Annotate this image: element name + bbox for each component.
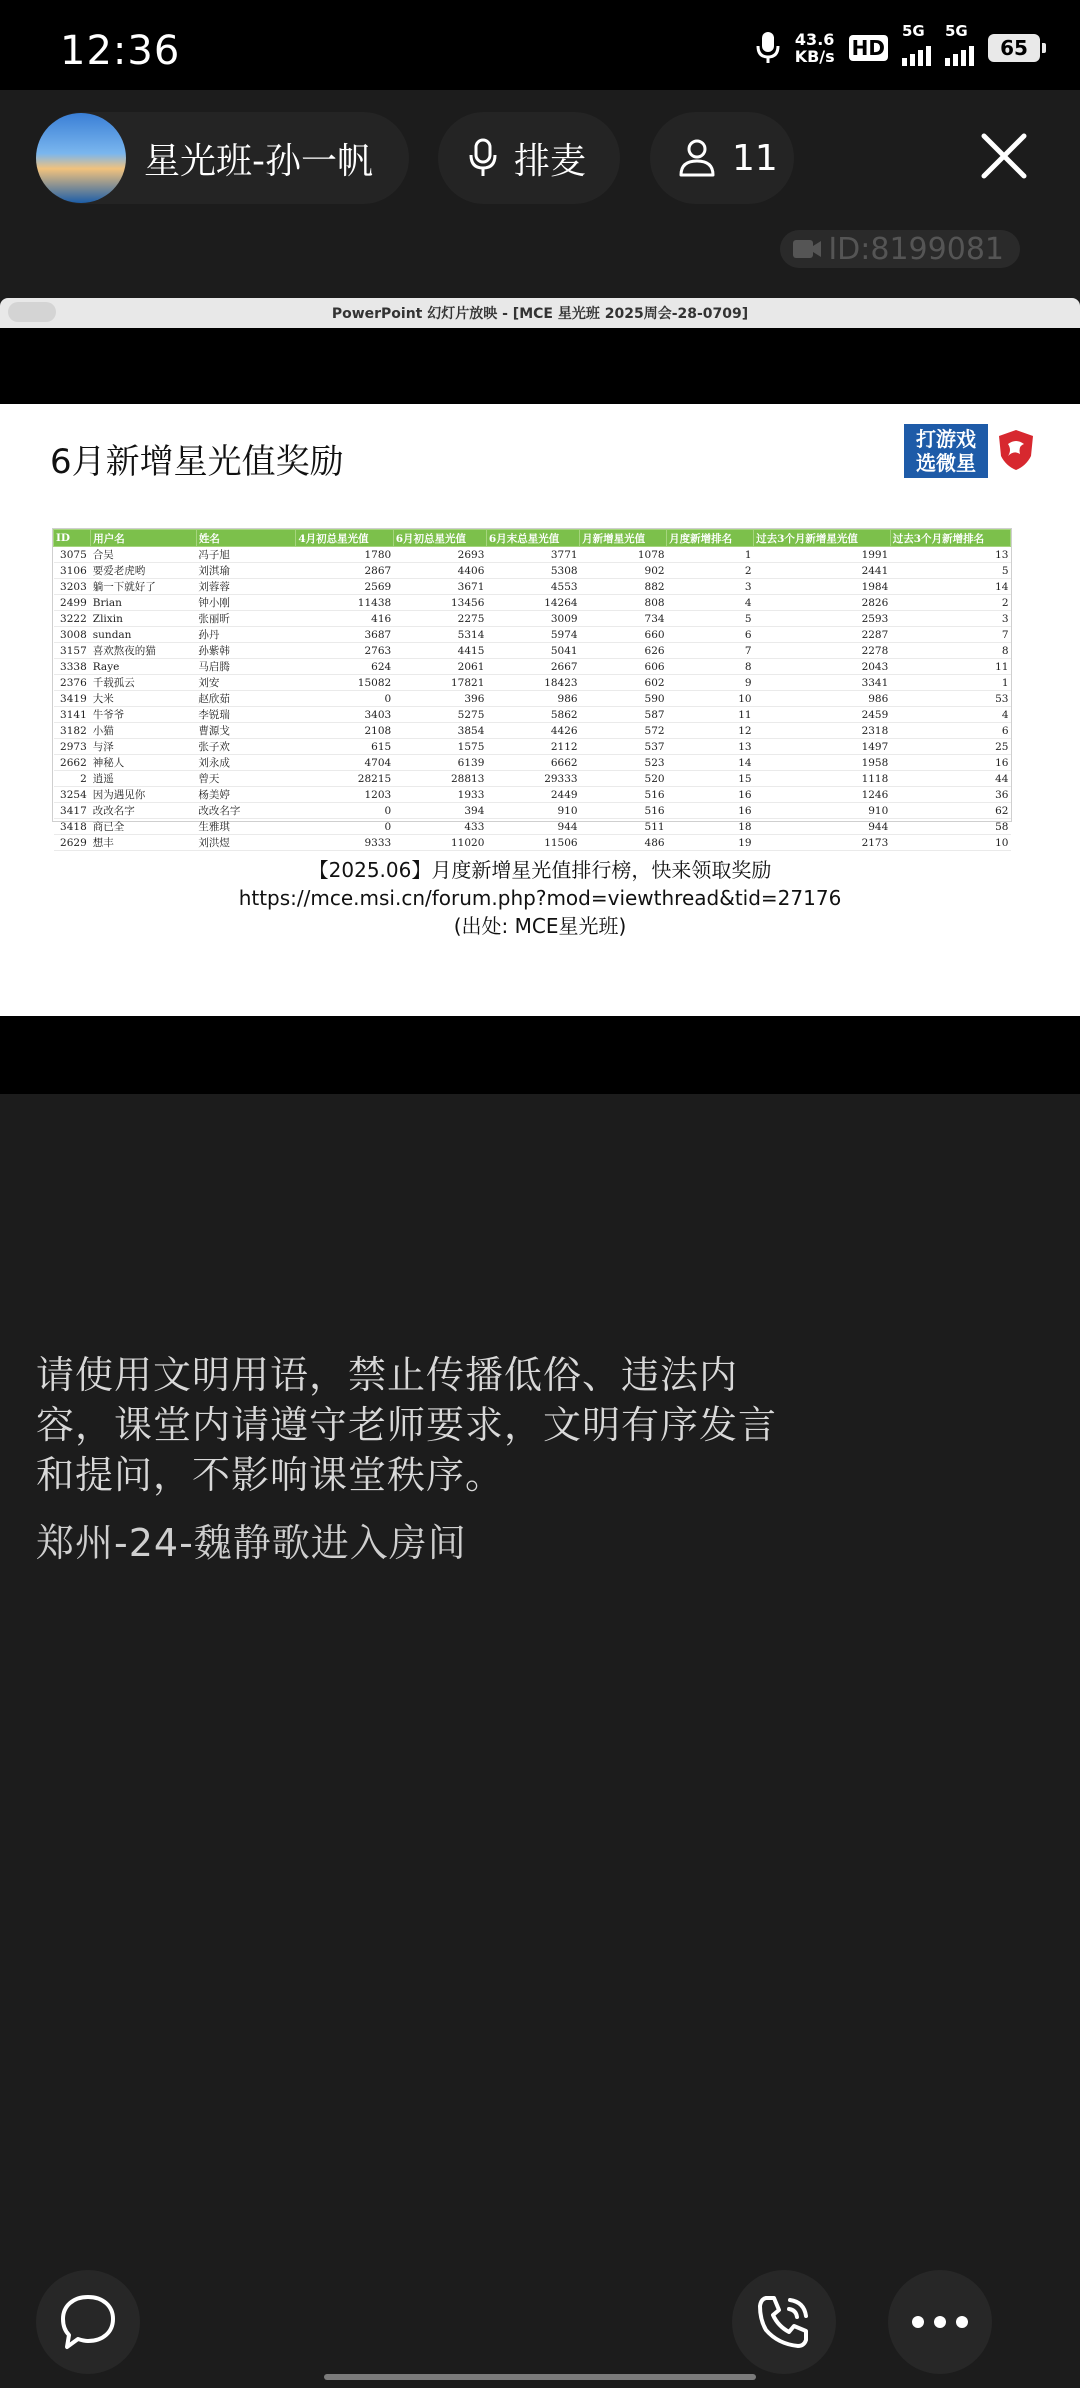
slide-caption	[0, 856, 1080, 940]
table-cell: 改改名字	[91, 803, 197, 819]
shared-slide	[0, 404, 1080, 1016]
ranking-table	[53, 529, 1011, 851]
more-button[interactable]	[888, 2270, 992, 2374]
table-column-header: 姓名	[196, 530, 295, 547]
table-cell: 躺一下就好了	[91, 579, 197, 595]
caption-link[interactable]: https://mce.msi.cn/forum.php?mod=viewthread&tid=27176	[238, 886, 842, 910]
table-cell: 394	[393, 803, 486, 819]
table-cell: 58	[890, 819, 1010, 835]
table-cell: 11020	[393, 835, 486, 851]
table-cell: 986	[486, 691, 579, 707]
sim1-label: 5G	[902, 22, 925, 40]
table-cell: 14	[667, 755, 754, 771]
table-cell: 2459	[754, 707, 891, 723]
phone-call-icon	[752, 2290, 816, 2354]
table-cell: 孙丹	[196, 627, 295, 643]
caption-source: (出处: MCE星光班)	[453, 914, 627, 938]
table-cell: 1246	[754, 787, 891, 803]
table-cell: 25	[890, 739, 1010, 755]
msi-dragon-shield-icon	[996, 428, 1036, 472]
table-cell: 1497	[754, 739, 891, 755]
table-cell: 1	[890, 675, 1010, 691]
table-cell: 2043	[754, 659, 891, 675]
table-cell: 520	[580, 771, 667, 787]
table-cell: 15	[667, 771, 754, 787]
table-cell: 1958	[754, 755, 891, 771]
table-cell: 7	[667, 643, 754, 659]
table-cell: 2278	[754, 643, 891, 659]
table-cell: 44	[890, 771, 1010, 787]
table-cell: 13	[890, 547, 1010, 563]
table-cell: 516	[580, 803, 667, 819]
table-cell: 3009	[486, 611, 579, 627]
table-column-header: 用户名	[91, 530, 197, 547]
home-indicator[interactable]	[324, 2374, 756, 2380]
net-speed	[795, 31, 835, 65]
table-cell: 944	[754, 819, 891, 835]
table-column-header: 月度新增排名	[667, 530, 754, 547]
table-row	[54, 579, 1011, 595]
table-cell: 11	[890, 659, 1010, 675]
table-column-header: 6月末总星光值	[486, 530, 579, 547]
table-column-header: 6月初总星光值	[393, 530, 486, 547]
table-cell: 944	[486, 819, 579, 835]
table-cell: 2061	[393, 659, 486, 675]
net-speed-unit: KB/s	[794, 47, 835, 66]
table-cell: 516	[580, 787, 667, 803]
table-column-header: 过去3个月新增星光值	[754, 530, 891, 547]
table-cell: 2973	[54, 739, 91, 755]
table-cell: 2275	[393, 611, 486, 627]
table-cell: 36	[890, 787, 1010, 803]
table-cell: 2499	[54, 595, 91, 611]
slideshow-titlebar	[0, 298, 1080, 328]
table-cell: 808	[580, 595, 667, 611]
table-cell: 2	[54, 771, 91, 787]
table-cell: 9333	[296, 835, 393, 851]
table-cell: 5862	[486, 707, 579, 723]
table-cell: 16	[890, 755, 1010, 771]
close-icon[interactable]	[976, 128, 1032, 184]
table-row	[54, 755, 1011, 771]
net-speed-value: 43.6	[794, 30, 835, 49]
system-notice: 请使用文明用语，禁止传播低俗、违法内容，课堂内请遵守老师要求，文明有序发言和提问，不影响课堂秩序。	[36, 1353, 778, 1497]
table-cell: 3254	[54, 787, 91, 803]
table-cell: 3157	[54, 643, 91, 659]
table-cell: 572	[580, 723, 667, 739]
table-cell: 2376	[54, 675, 91, 691]
table-row	[54, 707, 1011, 723]
table-cell: 18423	[486, 675, 579, 691]
table-cell: 486	[580, 835, 667, 851]
table-cell: 2	[667, 563, 754, 579]
table-cell: 2867	[296, 563, 393, 579]
table-cell: 626	[580, 643, 667, 659]
table-cell: 5041	[486, 643, 579, 659]
table-cell: 2449	[486, 787, 579, 803]
table-row	[54, 835, 1011, 851]
table-cell: 28215	[296, 771, 393, 787]
table-cell: 4	[667, 595, 754, 611]
table-cell: 牛爷爷	[91, 707, 197, 723]
table-cell: 5	[667, 611, 754, 627]
table-cell: 396	[393, 691, 486, 707]
table-cell: 537	[580, 739, 667, 755]
table-row	[54, 659, 1011, 675]
table-row	[54, 787, 1011, 803]
table-cell: 与泽	[91, 739, 197, 755]
table-cell: 416	[296, 611, 393, 627]
table-cell: 刘安	[196, 675, 295, 691]
table-cell: 14264	[486, 595, 579, 611]
table-cell: 大米	[91, 691, 197, 707]
table-cell: Zlixin	[91, 611, 197, 627]
table-cell: 2593	[754, 611, 891, 627]
table-cell: 11506	[486, 835, 579, 851]
table-cell: Brian	[91, 595, 197, 611]
table-row	[54, 771, 1011, 787]
mic-status-icon	[755, 31, 781, 65]
table-cell: 3075	[54, 547, 91, 563]
table-cell: 5314	[393, 627, 486, 643]
table-row	[54, 547, 1011, 563]
mic-queue-button[interactable]	[438, 112, 620, 204]
room-id-badge	[780, 230, 1020, 268]
table-cell: 10	[667, 691, 754, 707]
table-cell: 660	[580, 627, 667, 643]
participants-button[interactable]	[650, 112, 794, 204]
table-cell: 18	[667, 819, 754, 835]
table-cell: 1984	[754, 579, 891, 595]
table-cell: 14	[890, 579, 1010, 595]
table-cell: 9	[667, 675, 754, 691]
table-column-header: 月新增星光值	[580, 530, 667, 547]
table-cell: 3341	[754, 675, 891, 691]
table-cell: 逍遥	[91, 771, 197, 787]
slide-title: 6月新增星光值奖励	[50, 442, 344, 482]
table-cell: 3	[667, 579, 754, 595]
table-cell: 986	[754, 691, 891, 707]
game-logo	[904, 424, 988, 478]
table-cell: 3418	[54, 819, 91, 835]
table-cell: 615	[296, 739, 393, 755]
table-column-header: 过去3个月新增排名	[890, 530, 1010, 547]
room-title: 星光班-孙一帆	[144, 140, 373, 182]
table-cell: 神秘人	[91, 755, 197, 771]
room-id: ID:8199081	[828, 231, 1004, 267]
person-icon	[678, 138, 716, 178]
table-row	[54, 723, 1011, 739]
table-cell: 11438	[296, 595, 393, 611]
table-cell: 冯子旭	[196, 547, 295, 563]
table-cell: 3417	[54, 803, 91, 819]
table-cell: 602	[580, 675, 667, 691]
table-cell: 2108	[296, 723, 393, 739]
table-cell: 刘洪煜	[196, 835, 295, 851]
table-cell: 2441	[754, 563, 891, 579]
table-cell: 3671	[393, 579, 486, 595]
table-cell: 曾天	[196, 771, 295, 787]
table-cell: 7	[890, 627, 1010, 643]
table-cell: 62	[890, 803, 1010, 819]
table-cell: 3141	[54, 707, 91, 723]
table-cell: 3203	[54, 579, 91, 595]
table-cell: 5308	[486, 563, 579, 579]
table-cell: 2112	[486, 739, 579, 755]
table-cell: 29333	[486, 771, 579, 787]
table-cell: 2287	[754, 627, 891, 643]
room-avatar[interactable]	[36, 113, 126, 203]
table-cell: 3854	[393, 723, 486, 739]
table-cell: 3106	[54, 563, 91, 579]
table-cell: 孙紫韩	[196, 643, 295, 659]
status-bar	[0, 0, 1080, 90]
table-cell: 12	[667, 723, 754, 739]
table-cell: 4553	[486, 579, 579, 595]
table-cell: 433	[393, 819, 486, 835]
table-cell: 1575	[393, 739, 486, 755]
table-cell: 16	[667, 787, 754, 803]
table-cell: 张丽昕	[196, 611, 295, 627]
ranking-spreadsheet	[52, 528, 1012, 849]
mic-icon	[468, 138, 498, 178]
table-cell: 6662	[486, 755, 579, 771]
table-cell: 1078	[580, 547, 667, 563]
table-cell: 0	[296, 803, 393, 819]
table-cell: 1933	[393, 787, 486, 803]
table-cell: 28813	[393, 771, 486, 787]
battery-icon: 65	[988, 34, 1040, 62]
signal-icon-2	[945, 22, 974, 66]
table-row	[54, 675, 1011, 691]
table-cell: 4415	[393, 643, 486, 659]
caption-line1: 【2025.06】月度新增星光值排行榜，快来领取奖励	[308, 858, 772, 882]
table-cell: 5275	[393, 707, 486, 723]
table-cell: 李锐瑞	[196, 707, 295, 723]
table-cell: 511	[580, 819, 667, 835]
table-cell: 8	[667, 659, 754, 675]
table-cell: Raye	[91, 659, 197, 675]
chat-bubble-icon	[57, 2291, 119, 2353]
table-cell: 10	[890, 835, 1010, 851]
table-cell: 曹源戈	[196, 723, 295, 739]
table-cell: 13	[667, 739, 754, 755]
table-cell: 张子欢	[196, 739, 295, 755]
letterbox-bottom	[0, 1016, 1080, 1094]
table-cell: 1991	[754, 547, 891, 563]
table-cell: 小猫	[91, 723, 197, 739]
table-cell: 3687	[296, 627, 393, 643]
letterbox-top	[0, 328, 1080, 404]
table-cell: 5974	[486, 627, 579, 643]
table-row	[54, 563, 1011, 579]
table-cell: sundan	[91, 627, 197, 643]
table-row	[54, 819, 1011, 835]
table-cell: 6	[667, 627, 754, 643]
table-row	[54, 803, 1011, 819]
table-cell: 4426	[486, 723, 579, 739]
table-cell: 8	[890, 643, 1010, 659]
status-time: 12:36	[60, 28, 181, 74]
video-camera-icon	[792, 238, 822, 260]
table-row	[54, 739, 1011, 755]
table-cell: 1780	[296, 547, 393, 563]
join-message: 郑州-24-魏静歌进入房间	[36, 1521, 467, 1565]
table-cell: 2629	[54, 835, 91, 851]
table-cell: 2693	[393, 547, 486, 563]
table-cell: 0	[296, 691, 393, 707]
table-row	[54, 643, 1011, 659]
table-row	[54, 595, 1011, 611]
table-cell: 2667	[486, 659, 579, 675]
chat-button[interactable]	[36, 2270, 140, 2374]
table-row	[54, 611, 1011, 627]
signal-icon	[902, 22, 931, 66]
table-cell: 改改名字	[196, 803, 295, 819]
room-header	[0, 90, 1080, 220]
table-cell: 17821	[393, 675, 486, 691]
table-cell: 3403	[296, 707, 393, 723]
sim2-label: 5G	[945, 22, 968, 40]
slideshow-window-title: PowerPoint 幻灯片放映 - [MCE 星光班 2025周会-28-0709]	[331, 306, 749, 322]
table-cell: 因为遇见你	[91, 787, 197, 803]
table-cell: 商已全	[91, 819, 197, 835]
table-cell: 3008	[54, 627, 91, 643]
table-cell: 杨美婷	[196, 787, 295, 803]
participant-count: 11	[732, 137, 778, 179]
table-cell: 钟小刚	[196, 595, 295, 611]
table-cell: 刘蓉蓉	[196, 579, 295, 595]
table-cell: 53	[890, 691, 1010, 707]
table-cell: 刘淇瑜	[196, 563, 295, 579]
table-cell: 523	[580, 755, 667, 771]
table-cell: 马启腾	[196, 659, 295, 675]
table-cell: 2569	[296, 579, 393, 595]
table-cell: 2318	[754, 723, 891, 739]
more-dots-icon	[910, 2314, 970, 2330]
table-cell: 16	[667, 803, 754, 819]
table-header-row	[54, 530, 1011, 547]
table-column-header: 4月初总星光值	[296, 530, 393, 547]
table-cell: 6139	[393, 755, 486, 771]
table-cell: 2763	[296, 643, 393, 659]
table-cell: 11	[667, 707, 754, 723]
table-cell: 624	[296, 659, 393, 675]
table-cell: 4406	[393, 563, 486, 579]
table-cell: 要爱老虎哟	[91, 563, 197, 579]
table-row	[54, 627, 1011, 643]
call-button[interactable]	[732, 2270, 836, 2374]
mic-queue-label: 排麦	[514, 140, 587, 182]
table-column-header: ID	[54, 530, 91, 547]
table-row	[54, 691, 1011, 707]
logo-line2: 选微星	[916, 451, 976, 475]
table-cell: 5	[890, 563, 1010, 579]
table-cell: 902	[580, 563, 667, 579]
table-cell: 2826	[754, 595, 891, 611]
table-cell: 赵欣茹	[196, 691, 295, 707]
table-cell: 590	[580, 691, 667, 707]
table-cell: 3182	[54, 723, 91, 739]
table-cell: 4	[890, 707, 1010, 723]
table-cell: 910	[754, 803, 891, 819]
room-info-pill[interactable]	[36, 112, 409, 204]
table-cell: 想丰	[91, 835, 197, 851]
table-cell: 606	[580, 659, 667, 675]
table-cell: 15082	[296, 675, 393, 691]
table-cell: 910	[486, 803, 579, 819]
table-cell: 3419	[54, 691, 91, 707]
table-cell: 3771	[486, 547, 579, 563]
table-cell: 734	[580, 611, 667, 627]
table-cell: 千载孤云	[91, 675, 197, 691]
table-cell: 2662	[54, 755, 91, 771]
table-cell: 2	[890, 595, 1010, 611]
table-cell: 1118	[754, 771, 891, 787]
table-cell: 0	[296, 819, 393, 835]
table-cell: 3	[890, 611, 1010, 627]
table-cell: 刘永成	[196, 755, 295, 771]
table-cell: 882	[580, 579, 667, 595]
table-cell: 6	[890, 723, 1010, 739]
logo-line1: 打游戏	[916, 427, 976, 451]
table-cell: 13456	[393, 595, 486, 611]
table-cell: 587	[580, 707, 667, 723]
table-cell: 3338	[54, 659, 91, 675]
table-cell: 19	[667, 835, 754, 851]
table-cell: 3222	[54, 611, 91, 627]
hd-badge: HD	[849, 35, 888, 61]
table-cell: 1	[667, 547, 754, 563]
table-cell: 2173	[754, 835, 891, 851]
table-cell: 合吴	[91, 547, 197, 563]
table-cell: 1203	[296, 787, 393, 803]
table-cell: 4704	[296, 755, 393, 771]
table-cell: 喜欢熬夜的猫	[91, 643, 197, 659]
table-cell: 生雅琪	[196, 819, 295, 835]
status-icons	[755, 22, 1040, 68]
